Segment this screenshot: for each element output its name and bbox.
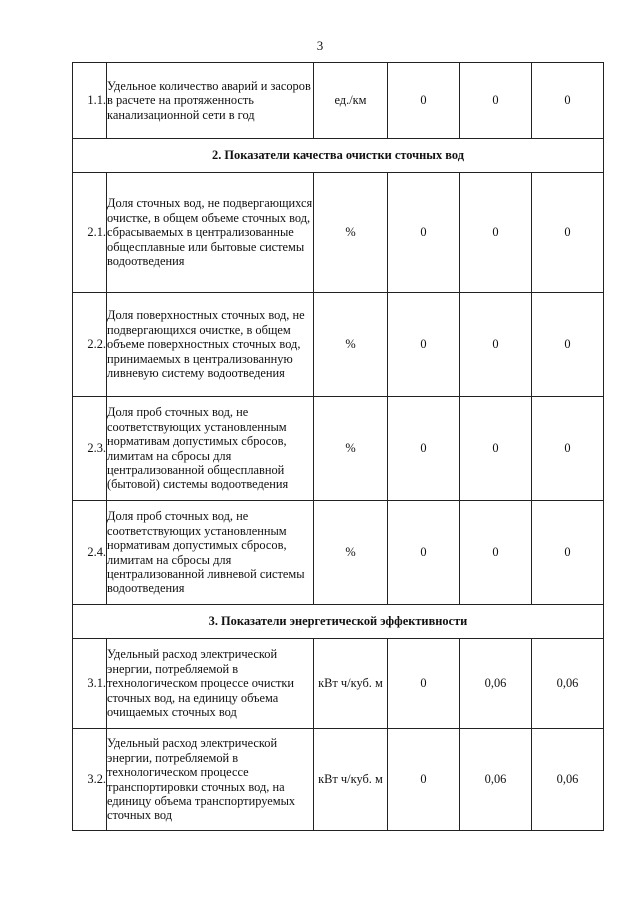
value-2: 0,06 bbox=[460, 639, 532, 729]
value-1: 0 bbox=[388, 729, 460, 831]
section-header-row bbox=[73, 139, 604, 173]
value-3: 0 bbox=[532, 173, 604, 293]
indicator-description: Доля проб сточных вод, не соответствующих установленным нормативам допустимых сбросов, лимитам на сбросы для централизованной ливневой системы водоотведения bbox=[107, 501, 314, 605]
table-row bbox=[73, 639, 604, 729]
row-number: 2.2. bbox=[73, 293, 107, 397]
unit-of-measure: % bbox=[314, 501, 388, 605]
unit-of-measure: % bbox=[314, 293, 388, 397]
table-row bbox=[73, 501, 604, 605]
value-3: 0,06 bbox=[532, 729, 604, 831]
unit-of-measure: кВт ч/куб. м bbox=[314, 639, 388, 729]
page-number: 3 bbox=[316, 38, 324, 53]
value-2: 0 bbox=[460, 173, 532, 293]
row-number: 2.3. bbox=[73, 397, 107, 501]
value-1: 0 bbox=[388, 173, 460, 293]
value-1: 0 bbox=[388, 397, 460, 501]
table-row bbox=[73, 63, 604, 139]
section-header-row bbox=[73, 605, 604, 639]
table-row bbox=[73, 397, 604, 501]
table-row bbox=[73, 293, 604, 397]
value-2: 0 bbox=[460, 63, 532, 139]
row-number: 2.1. bbox=[73, 173, 107, 293]
unit-of-measure: кВт ч/куб. м bbox=[314, 729, 388, 831]
indicator-description: Доля поверхностных сточных вод, не подвергающихся очистке, в общем объеме поверхностных сточных вод, принимаемых в централизованную ливневую систему водоотведения bbox=[107, 293, 314, 397]
unit-of-measure: ед./км bbox=[314, 63, 388, 139]
indicator-description: Удельное количество аварий и засоров в расчете на протяженность канализационной сети в год bbox=[107, 63, 314, 139]
value-2: 0,06 bbox=[460, 729, 532, 831]
row-number: 3.2. bbox=[73, 729, 107, 831]
row-number: 2.4. bbox=[73, 501, 107, 605]
value-1: 0 bbox=[388, 501, 460, 605]
section-title: 3. Показатели энергетической эффективности bbox=[73, 605, 604, 639]
table-row bbox=[73, 729, 604, 831]
unit-of-measure: % bbox=[314, 173, 388, 293]
value-2: 0 bbox=[460, 501, 532, 605]
indicator-description: Удельный расход электрической энергии, потребляемой в технологическом процессе транспортировки сточных вод, на единицу объема транспортируемых сточных вод bbox=[107, 729, 314, 831]
section-title: 2. Показатели качества очистки сточных вод bbox=[73, 139, 604, 173]
value-3: 0 bbox=[532, 501, 604, 605]
indicators-table bbox=[72, 62, 604, 831]
indicator-description: Доля сточных вод, не подвергающихся очистке, в общем объеме сточных вод, сбрасываемых в централизованные общесплавные или бытовые системы водоотведения bbox=[107, 173, 314, 293]
value-2: 0 bbox=[460, 293, 532, 397]
row-number: 1.1. bbox=[73, 63, 107, 139]
value-3: 0 bbox=[532, 397, 604, 501]
value-3: 0 bbox=[532, 293, 604, 397]
row-number: 3.1. bbox=[73, 639, 107, 729]
value-3: 0,06 bbox=[532, 639, 604, 729]
indicator-description: Доля проб сточных вод, не соответствующих установленным нормативам допустимых сбросов, лимитам на сбросы для централизованной общесплавной (бытовой) системы водоотведения bbox=[107, 397, 314, 501]
table-row bbox=[73, 173, 604, 293]
unit-of-measure: % bbox=[314, 397, 388, 501]
value-3: 0 bbox=[532, 63, 604, 139]
value-1: 0 bbox=[388, 63, 460, 139]
value-1: 0 bbox=[388, 293, 460, 397]
value-1: 0 bbox=[388, 639, 460, 729]
indicator-description: Удельный расход электрической энергии, потребляемой в технологическом процессе очистки сточных вод, на единицу объема очищаемых сточных вод bbox=[107, 639, 314, 729]
value-2: 0 bbox=[460, 397, 532, 501]
